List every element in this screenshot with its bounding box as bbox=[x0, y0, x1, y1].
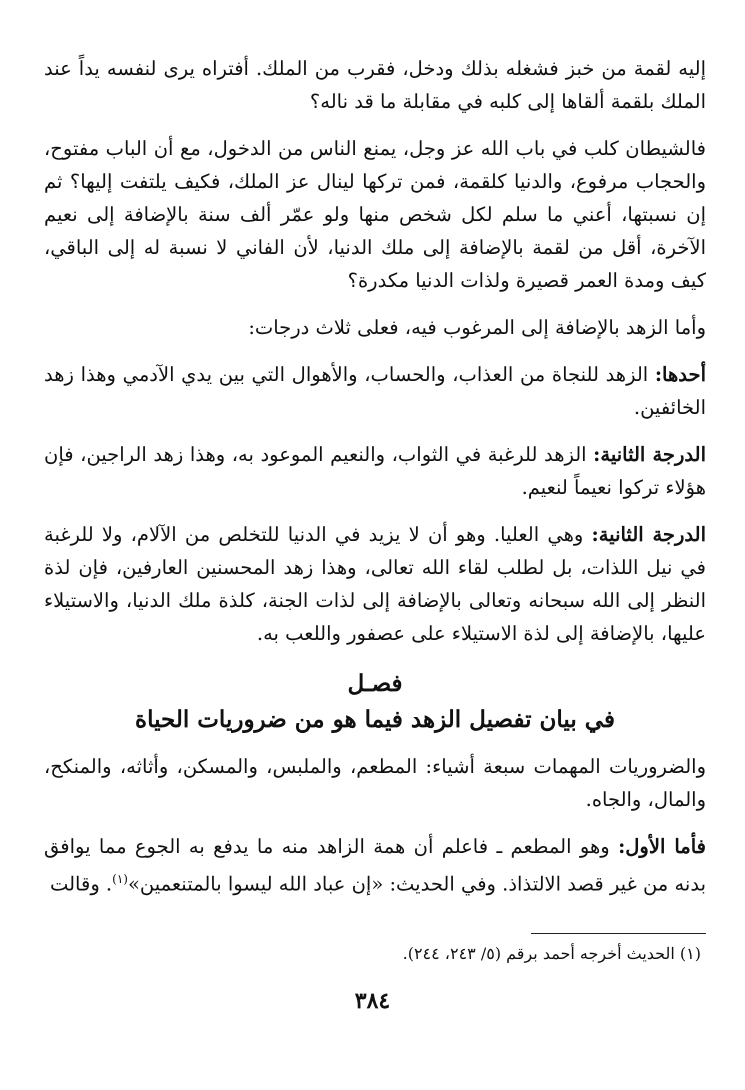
paragraph-5 bbox=[44, 438, 706, 504]
paragraph-3 bbox=[44, 311, 706, 344]
page-number: ٣٨٤ bbox=[354, 988, 391, 1014]
paragraph-text: وأما الزهد بالإضافة إلى المرغوب فيه، فعلى ثلاث درجات: bbox=[248, 316, 706, 339]
page-body bbox=[44, 52, 706, 901]
paragraph-6 bbox=[44, 518, 706, 650]
paragraph-1 bbox=[44, 52, 706, 118]
paragraph-text: الزهد للنجاة من العذاب، والحساب، والأهوال التي بين يدي الآدمي وهذا زهد الخائفين. bbox=[44, 363, 706, 419]
paragraph-text: فالشيطان كلب في باب الله عز وجل، يمنع الناس من الدخول، مع أن الباب مفتوح، والحجاب مرفوع، والدنيا كلقمة، فمن تركها لينال عز الملك، فكيف يلتفت إليها؟ ثم إن نسبتها، أعني ما سلم لكل شخص منها ولو عمّر ألف سنة بالإضافة إلى نعيم الآخرة، أقل من لقمة بالإضافة إلى ملك الدنيا، لأن الفاني لا نسبة له إلى الباقي، كيف ومدة العمر قصيرة ولذات الدنيا مكدرة؟ bbox=[44, 137, 706, 292]
paragraph-8 bbox=[44, 830, 706, 901]
section-title: فصـل bbox=[347, 670, 403, 697]
paragraph-text: الزهد للرغبة في الثواب، والنعيم الموعود به، وهذا زهد الراجين، فإن هؤلاء تركوا نعيماً لنعيم. bbox=[44, 443, 706, 499]
paragraph-text: وهي العليا. وهو أن لا يزيد في الدنيا للتخلص من الآلام، ولا للرغبة في نيل اللذات، بل لطلب لقاء الله تعالى، وهذا زهد المحسنين العارفين، فإن لذة النظر إلى الله سبحانه وتعالى بالإضافة إلى لذات الجنة، كلذة ملك الدنيا، والاستيلاء عليها، بالإضافة إلى لذة الاستيلاء على عصفور واللعب به. bbox=[44, 523, 706, 645]
footnote: (١) الحديث أخرجه أحمد برقم (٥/ ٢٤٣، ٢٤٤). bbox=[402, 944, 701, 963]
paragraph-text: وهو المطعم ـ فاعلم أن همة الزاهد منه ما يدفع به الجوع مما يوافق بدنه من غير قصد الالتذاذ. وفي الحديث: «إن عباد الله ليسوا بالمتنعمين» bbox=[44, 835, 706, 896]
paragraph-2 bbox=[44, 132, 706, 297]
paragraph-lead: فأما الأول: bbox=[618, 835, 706, 858]
section-subtitle: في بيان تفصيل الزهد فيما هو من ضروريات الحياة bbox=[135, 706, 615, 733]
paragraph-lead: الدرجة الثانية: bbox=[593, 443, 706, 466]
footnote-marker: (١) bbox=[112, 872, 128, 886]
paragraph-4 bbox=[44, 358, 706, 424]
paragraph-tail: . وقالت bbox=[49, 872, 113, 896]
paragraph-text: والضروريات المهمات سبعة أشياء: المطعم، والملبس، والمسكن، وأثاثه، والمنكح، والمال، والجاه. bbox=[44, 755, 706, 811]
paragraph-7 bbox=[44, 750, 706, 816]
paragraph-lead: الدرجة الثانية: bbox=[591, 523, 706, 546]
paragraph-lead: أحدها: bbox=[654, 363, 706, 386]
footnote-divider bbox=[531, 933, 706, 934]
paragraph-text: إليه لقمة من خبز فشغله بذلك ودخل، فقرب من الملك. أفتراه يرى لنفسه يداً عند الملك بلقمة ألقاها إلى كلبه في مقابلة ما قد ناله؟ bbox=[44, 57, 706, 113]
